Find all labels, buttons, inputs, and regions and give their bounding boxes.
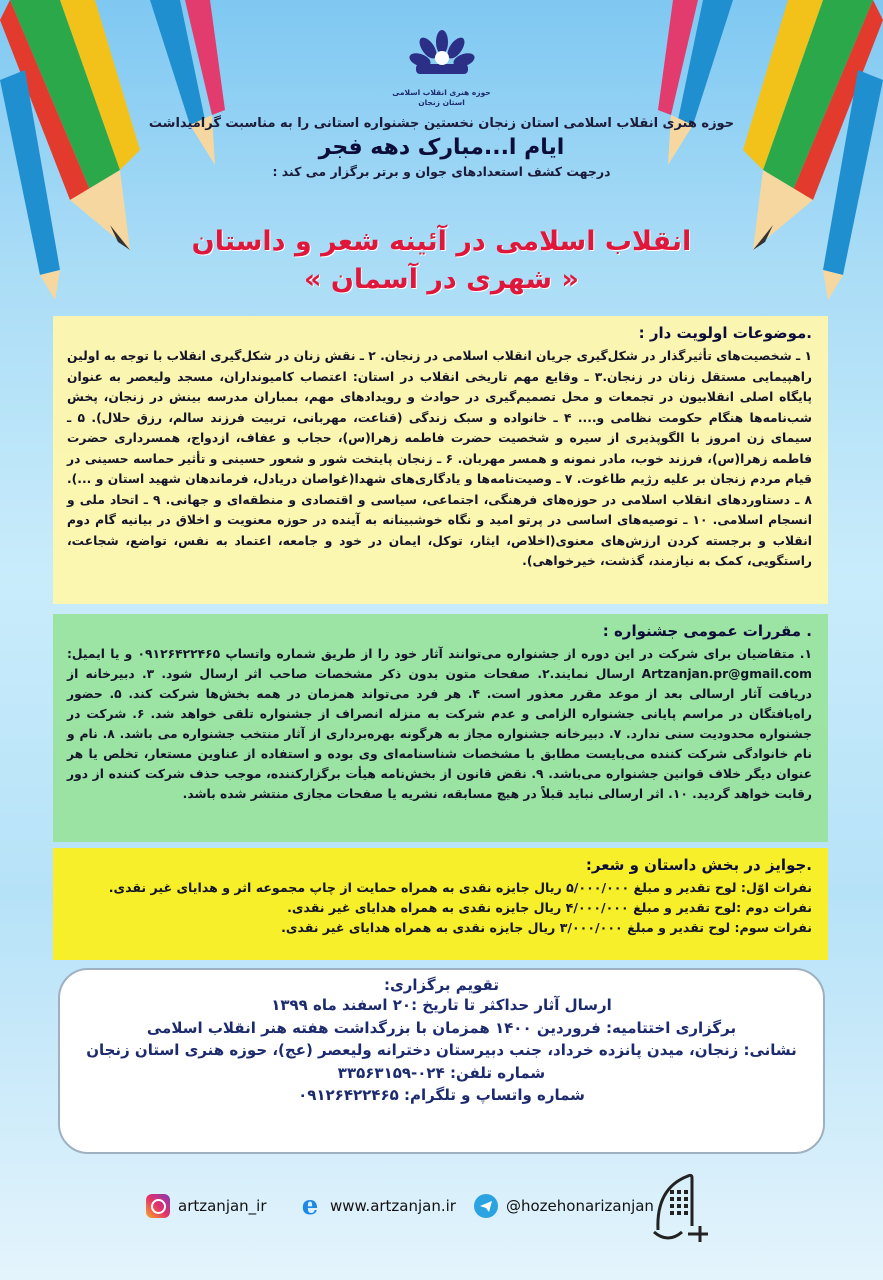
sirat-logo-emblem [648, 1168, 720, 1252]
occasion-title: ایام ا...مبارک دهه فجر [318, 135, 565, 160]
prizes-panel [53, 848, 828, 960]
calendar-whatsapp: شماره واتساپ و تلگرام: ۰۹۱۲۶۴۲۲۴۶۵ [298, 1086, 585, 1104]
general-rules-text [67, 644, 812, 804]
footer-website[interactable] [298, 1192, 456, 1220]
priority-topics-text: ۱ ـ شخصیت‌های تأثیرگذار در شکل‌گیری جریان انقلاب اسلامی در زنجان. ۲ ـ نقش زنان در شکل‌گیری انقلاب با توجه به اولین راهپیمایی مستقل زنان در زنجان.۳ ـ وقایع مهم تاریخی انقلاب در استان: اعتصاب کامیونداران، مسجد ولیعصر به عنوان پایگاه اصلی انقلابیون در تجمعات و محل تصمیم‌گیری در حوادث و رویدادهای مهم، بمباران مدرسه بینش در زنجان، پخش شب‌نامه‌ها هنگام حکومت نظامی و.... ۴ ـ خانواده و سبک زندگی (قناعت، مهربانی، تربیت فرزند سالم، رزق حلال). ۵ ـ سیمای زن امروز با الگوپذیری از سیره و شخصیت حضرت فاطمه زهرا(س)، حجاب و عفاف، ازدواج، همسرداری حضرت فاطمه زهرا(س)، فرزند خوب، مادر نمونه و همسر مهربان. ۶ ـ زنجان پایتخت شور و شعور حسینی و تأثیر حماسه حسینی در قیام مردم زنجان بر علیه رژیم طاغوت. ۷ ـ وصیت‌نامه‌ها و یادگاری‌های شهدا(غواصان دریادل، فرماندهان شهید استان و ...). ۸ ـ دستاوردهای انقلاب اسلامی در حوزه‌های فرهنگی، اجتماعی، سیاسی و اقتصادی و منطقه‌ای و جهانی. ۹ ـ اتحاد ملی و انسجام اسلامی. ۱۰ ـ توصیه‌های اساسی در پرتو امید و نگاه خوشبینانه به آینده در حوزه معنویت و اخلاق در بیانیه گام دوم انقلاب و برجسته کردن ارزش‌های معنوی(اخلاص، ایثار، توکل، ایمان در خود و جامعه، اعتماد به نفس، تواضع، شجاعت، راستگویی، کمک به نیازمند، گذشت، خیرخواهی). [67, 349, 813, 568]
contact-email-link[interactable]: Artzanjan.pr@gmail.com [641, 667, 812, 681]
prize-second: نفرات دوم :لوح تقدیر و مبلغ ۴/۰۰۰/۰۰۰ ریال جایزه نقدی به همراه هدایای غیر نقدی. [287, 900, 812, 915]
instagram-handle: artzanjan_ir [178, 1197, 267, 1215]
prize-first: نفرات اوّل: لوح تقدیر و مبلغ ۵/۰۰۰/۰۰۰ ریال جایزه نقدی به همراه حمایت از چاپ مجموعه اثر و هدایای غیر نقدی. [108, 880, 812, 895]
flower-emblem-icon [402, 28, 482, 84]
festival-subtitle: « شهری در آسمان » [304, 264, 579, 295]
rules-text-part-1: ۱. متقاضیان برای شرکت در این دوره از جشنواره می‌توانند آثار خود را از طریق شماره واتساپ ۰۹۱۲۶۴۲۲۴۶۵ و یا ایمیل: [67, 647, 812, 661]
calendar-heading: تقویم برگزاری: [384, 976, 499, 994]
priority-topics-heading: .موضوعات اولویت دار : [638, 324, 812, 342]
internet-explorer-icon: e [301, 1191, 319, 1221]
calendar-closing: برگزاری اختتامیه: فروردین ۱۴۰۰ همزمان با بزرگداشت هفته هنر انقلاب اسلامی [146, 1018, 737, 1037]
general-rules-panel [53, 614, 828, 842]
priority-topics-panel [53, 316, 828, 604]
telegram-handle: @hozehonarizanjan [506, 1197, 654, 1215]
header [80, 28, 803, 179]
footer-telegram[interactable] [474, 1192, 654, 1220]
purpose-text: درجهت کشف استعدادهای جوان و برتر برگزار می کند : [272, 164, 611, 179]
footer-instagram[interactable] [146, 1192, 267, 1220]
general-rules-heading: . مقررات عمومی جشنواره : [602, 622, 812, 640]
calendar-address: نشانی: زنجان، میدن پانزده خرداد، جنب دبیرستان دخترانه ولیعصر (عج)، حوزه هنری استان زنجان [86, 1041, 797, 1059]
prize-third: نفرات سوم: لوح تقدیر و مبلغ ۳/۰۰۰/۰۰۰ ریال جایزه نقدی به همراه هدایای غیر نقدی. [281, 920, 812, 935]
website-url: www.artzanjan.ir [330, 1197, 456, 1215]
logo-line-1: حوزه هنری انقلاب اسلامی [392, 88, 491, 97]
hozeh-honari-logo [387, 28, 497, 108]
calendar-deadline: ارسال آثار حداکثر تا تاریخ :۲۰ اسفند ماه ۱۳۹۹ [271, 996, 612, 1014]
instagram-icon [146, 1194, 170, 1218]
telegram-icon [474, 1194, 498, 1218]
calendar-panel [58, 968, 825, 1154]
intro-text: حوزه هنری انقلاب اسلامی استان زنجان نخستین جشنواره استانی را به مناسبت گرامیداشت [148, 116, 735, 131]
prizes-heading: .جوایز در بخش داستان و شعر: [585, 856, 812, 874]
festival-title: انقلاب اسلامی در آئینه شعر و داستان [191, 226, 692, 257]
logo-line-2: استان زنجان [418, 98, 465, 107]
calendar-phone: شماره تلفن: ۰۲۴-۳۳۵۶۳۱۵۹ [337, 1063, 546, 1082]
rules-text-part-2: ارسال نمایند.۲. صفحات متون بدون ذکر مشخصات صاحب اثر ارسال شود. ۳. دبیرخانه از دریافت آثار ارسالی بعد از موعد مقرر معذور است. ۴. هر فرد می‌تواند همزمان در همه بخش‌ها شرکت کند. ۵. حضور راه‌یافتگان در مراسم پایانی جشنواره الزامی و عدم شرکت به منزله انصراف از جشنواره تلقی خواهد شد. ۶. شرکت در جشنواره محدودیت سنی ندارد. ۷. دبیرخانه جشنواره مجاز به هرگونه بهره‌برداری از آثار منتخب جشنواره می باشد. ۸. نام و نام خانوادگی شرکت کننده می‌بایست مطابق با مشخصات شناسنامه‌ای وی بوده و استفاده از عناوین مستعار، تخلص یا هر عنوان دیگر خلاف قوانین جشنواره می‌باشد. ۹. نقض قانون از بخش‌نامه هیأت برگزارکننده، موجب حذف شرکت کننده از دور رقابت خواهد گردید. ۱۰. اثر ارسالی نباید قبلاً در هیچ مسابقه، نشریه یا صفحات مجازی منتشر شده باشد. [67, 667, 812, 801]
